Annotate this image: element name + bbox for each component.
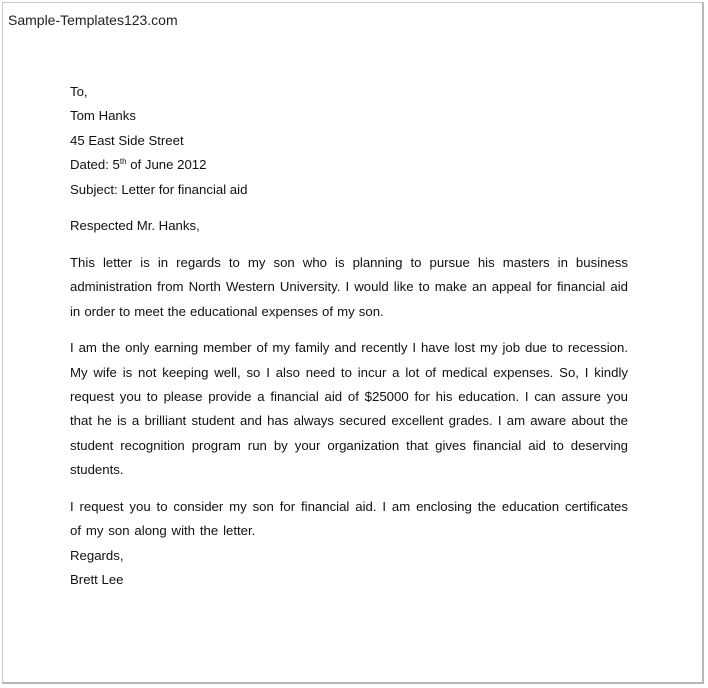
watermark-text: Sample-Templates123.com (8, 12, 178, 28)
date-prefix: Dated: 5 (70, 157, 120, 173)
date-ordinal: th (119, 157, 127, 167)
letter-body (70, 80, 628, 592)
paragraph-2: I am the only earning member of my family and recently I have lost my job due to recession. My wife is not keeping well, so I also need to incur a lot of medical expenses. So, I kindly request you to please provide a financial aid of $25000 for his education. I can assure you that he is a brilliant student and has always secured excellent grades. I am aware about the student recognition program run by your organization that gives financial aid to deserving students. (70, 340, 628, 478)
closing: Regards, (70, 547, 124, 563)
subject-line: Subject: Letter for financial aid (70, 181, 248, 197)
salutation: Respected Mr. Hanks, (70, 218, 200, 234)
recipient-address: 45 East Side Street (70, 132, 184, 148)
date-line (70, 153, 628, 177)
recipient-name: Tom Hanks (70, 108, 136, 124)
to-label: To, (70, 84, 88, 99)
paragraph-1: This letter is in regards to my son who is planning to pursue his masters in business administration from North Western University. I would like to make an appeal for financial aid in order to meet the educational expenses of my son. (70, 254, 628, 319)
paragraph-3: I request you to consider my son for financial aid. I am enclosing the education certificates of my son along with the letter. (70, 498, 628, 539)
signature-name: Brett Lee (70, 572, 124, 588)
date-rest: of June 2012 (126, 157, 207, 173)
